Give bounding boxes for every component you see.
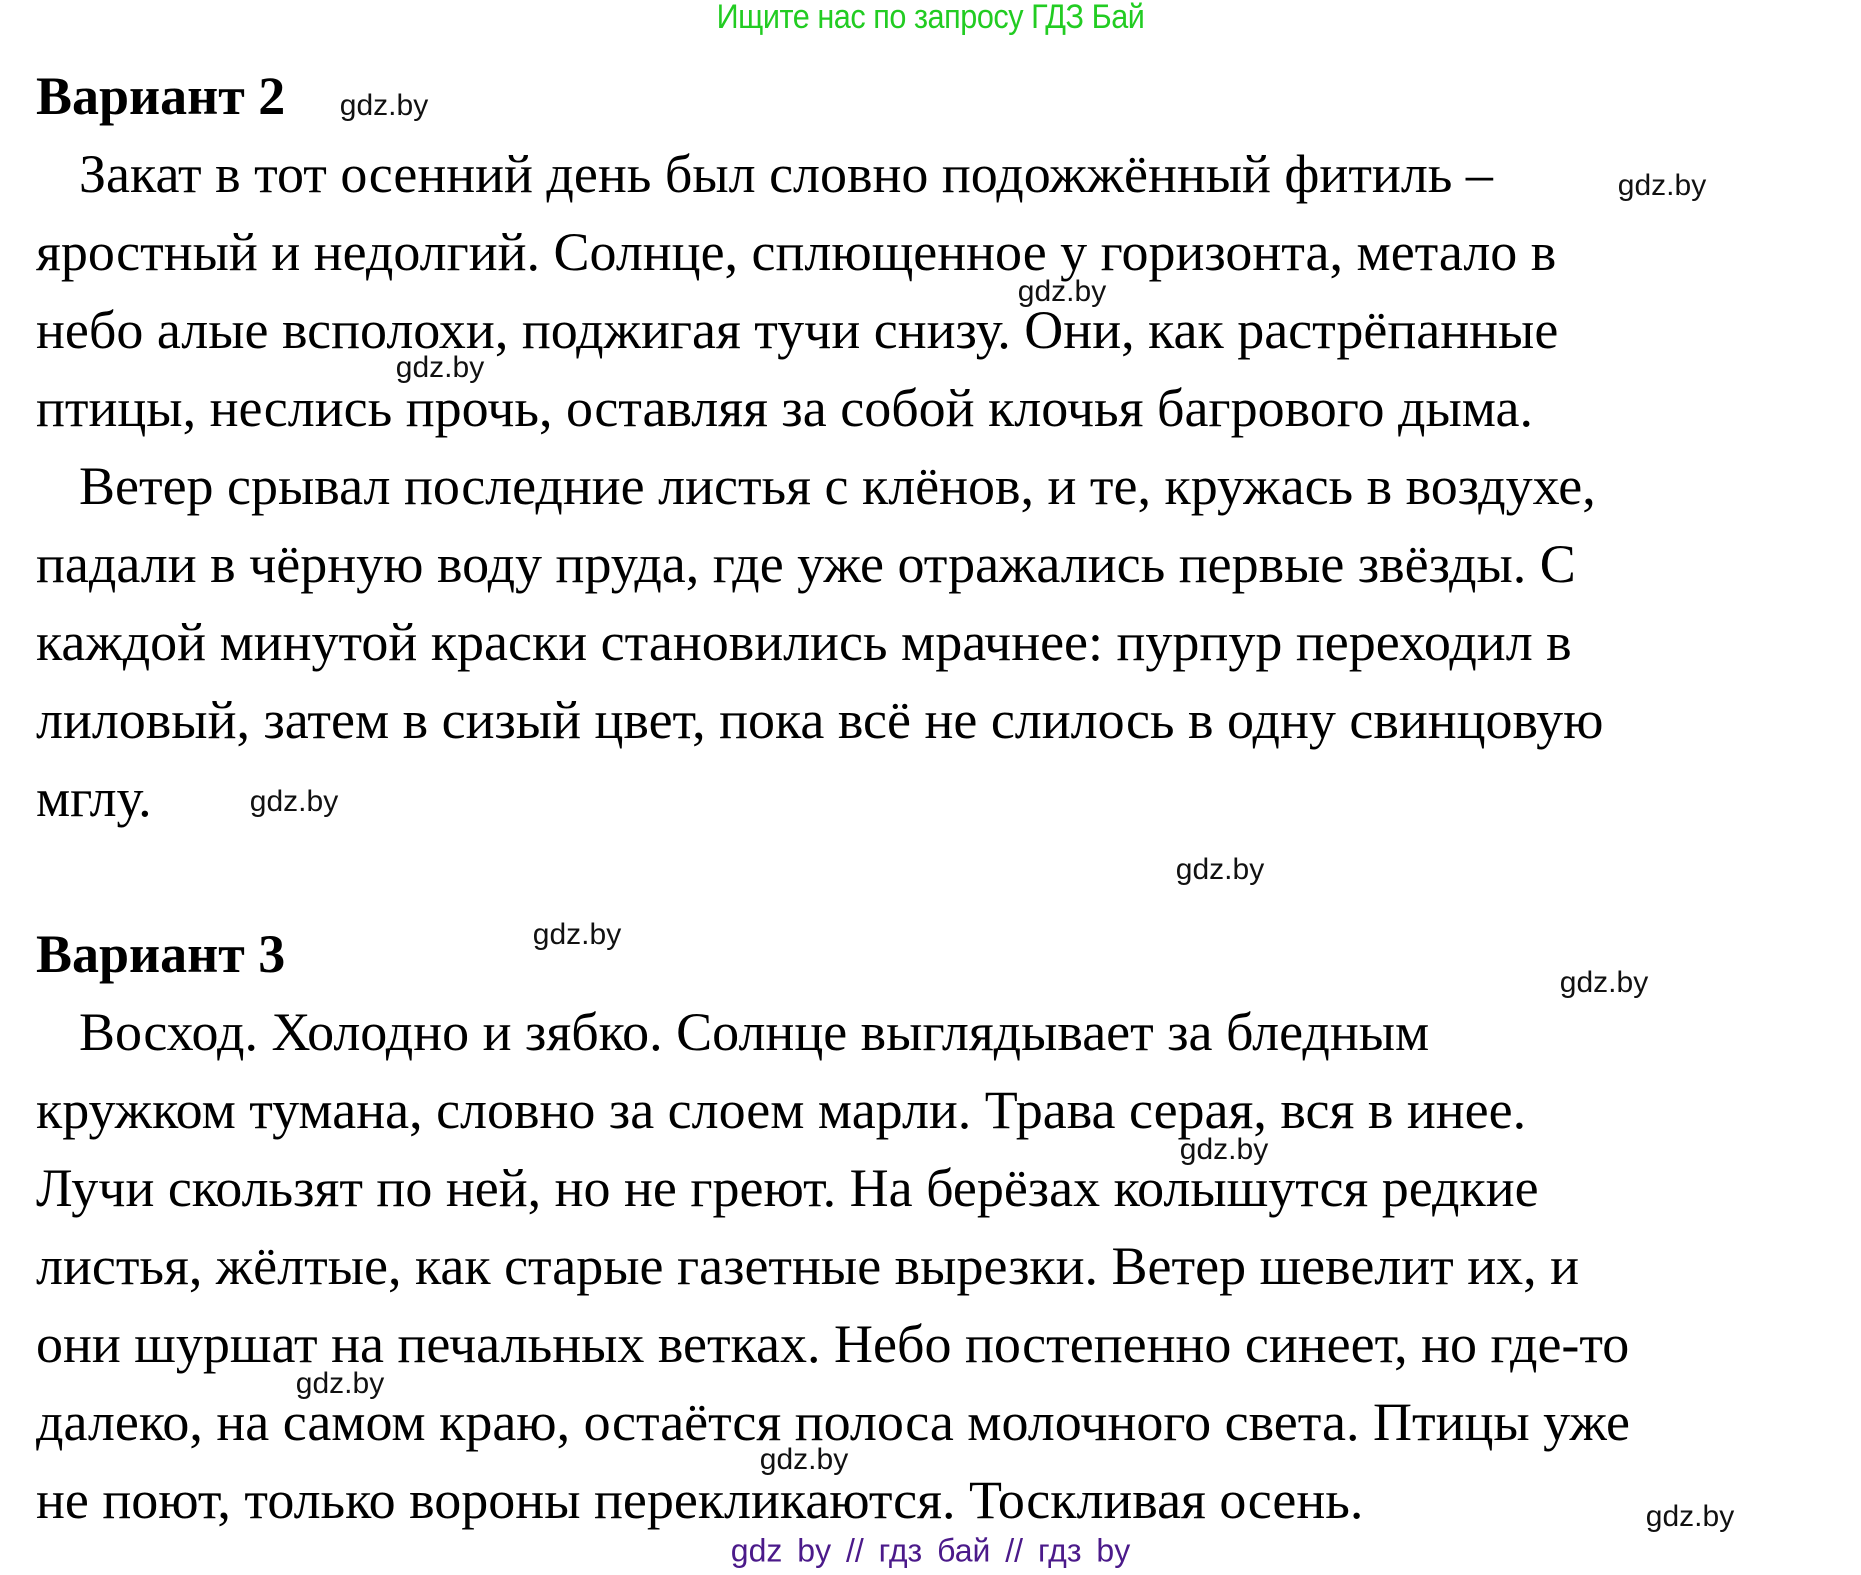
text-line: не поют, только вороны перекликаются. Тоскливая осень. <box>36 1470 1364 1530</box>
text-line: каждой минутой краски становились мрачнее: пурпур переходил в <box>36 612 1572 672</box>
watermark: gdz.by <box>295 1367 385 1400</box>
watermark: gdz.by <box>1017 275 1107 308</box>
watermark: gdz.by <box>759 1443 849 1476</box>
text-line: мглу. <box>36 768 152 828</box>
watermark: gdz.by <box>1175 853 1265 886</box>
text-line: яростный и недолгий. Солнце, сплющенное у горизонта, метало в <box>36 222 1557 282</box>
text-line: Лучи скользят по ней, но не греют. На берёзах колышутся редкие <box>36 1158 1539 1218</box>
text-line: кружком тумана, словно за слоем марли. Трава серая, вся в инее. <box>36 1080 1527 1140</box>
text-line: птицы, неслись прочь, оставляя за собой клочья багрового дыма. <box>36 378 1534 438</box>
text-line: далеко, на самом краю, остаётся полоса молочного света. Птицы уже <box>36 1392 1631 1452</box>
watermark: gdz.by <box>1617 169 1707 202</box>
text-line: они шуршат на печальных ветках. Небо постепенно синеет, но где-то <box>36 1314 1630 1374</box>
watermark: gdz.by <box>249 785 339 818</box>
section-title-variant-3: Вариант 3 <box>36 924 286 984</box>
watermark: gdz.by <box>1559 966 1649 999</box>
section-title-variant-2: Вариант 2 <box>36 66 286 126</box>
text-line: Восход. Холодно и зябко. Солнце выглядывает за бледным <box>79 1002 1430 1062</box>
text-line: Закат в тот осенний день был словно подожжённый фитиль – <box>79 144 1493 204</box>
search-hint-banner: Ищите нас по запросу ГДЗ Бай <box>716 0 1145 36</box>
footer-links: gdz by // гдз бай // гдз by <box>730 1532 1131 1569</box>
watermark: gdz.by <box>1179 1133 1269 1166</box>
watermark: gdz.by <box>395 351 485 384</box>
text-line: небо алые всполохи, поджигая тучи снизу. Они, как растрёпанные <box>36 300 1559 360</box>
text-line: падали в чёрную воду пруда, где уже отражались первые звёзды. С <box>36 534 1576 594</box>
text-line: Ветер срывал последние листья с клёнов, и те, кружась в воздухе, <box>79 456 1596 516</box>
watermark: gdz.by <box>339 89 429 122</box>
watermark: gdz.by <box>1645 1500 1735 1533</box>
text-line: листья, жёлтые, как старые газетные вырезки. Ветер шевелит их, и <box>36 1236 1580 1296</box>
watermark: gdz.by <box>532 918 622 951</box>
text-line: лиловый, затем в сизый цвет, пока всё не слилось в одну свинцовую <box>36 690 1604 750</box>
